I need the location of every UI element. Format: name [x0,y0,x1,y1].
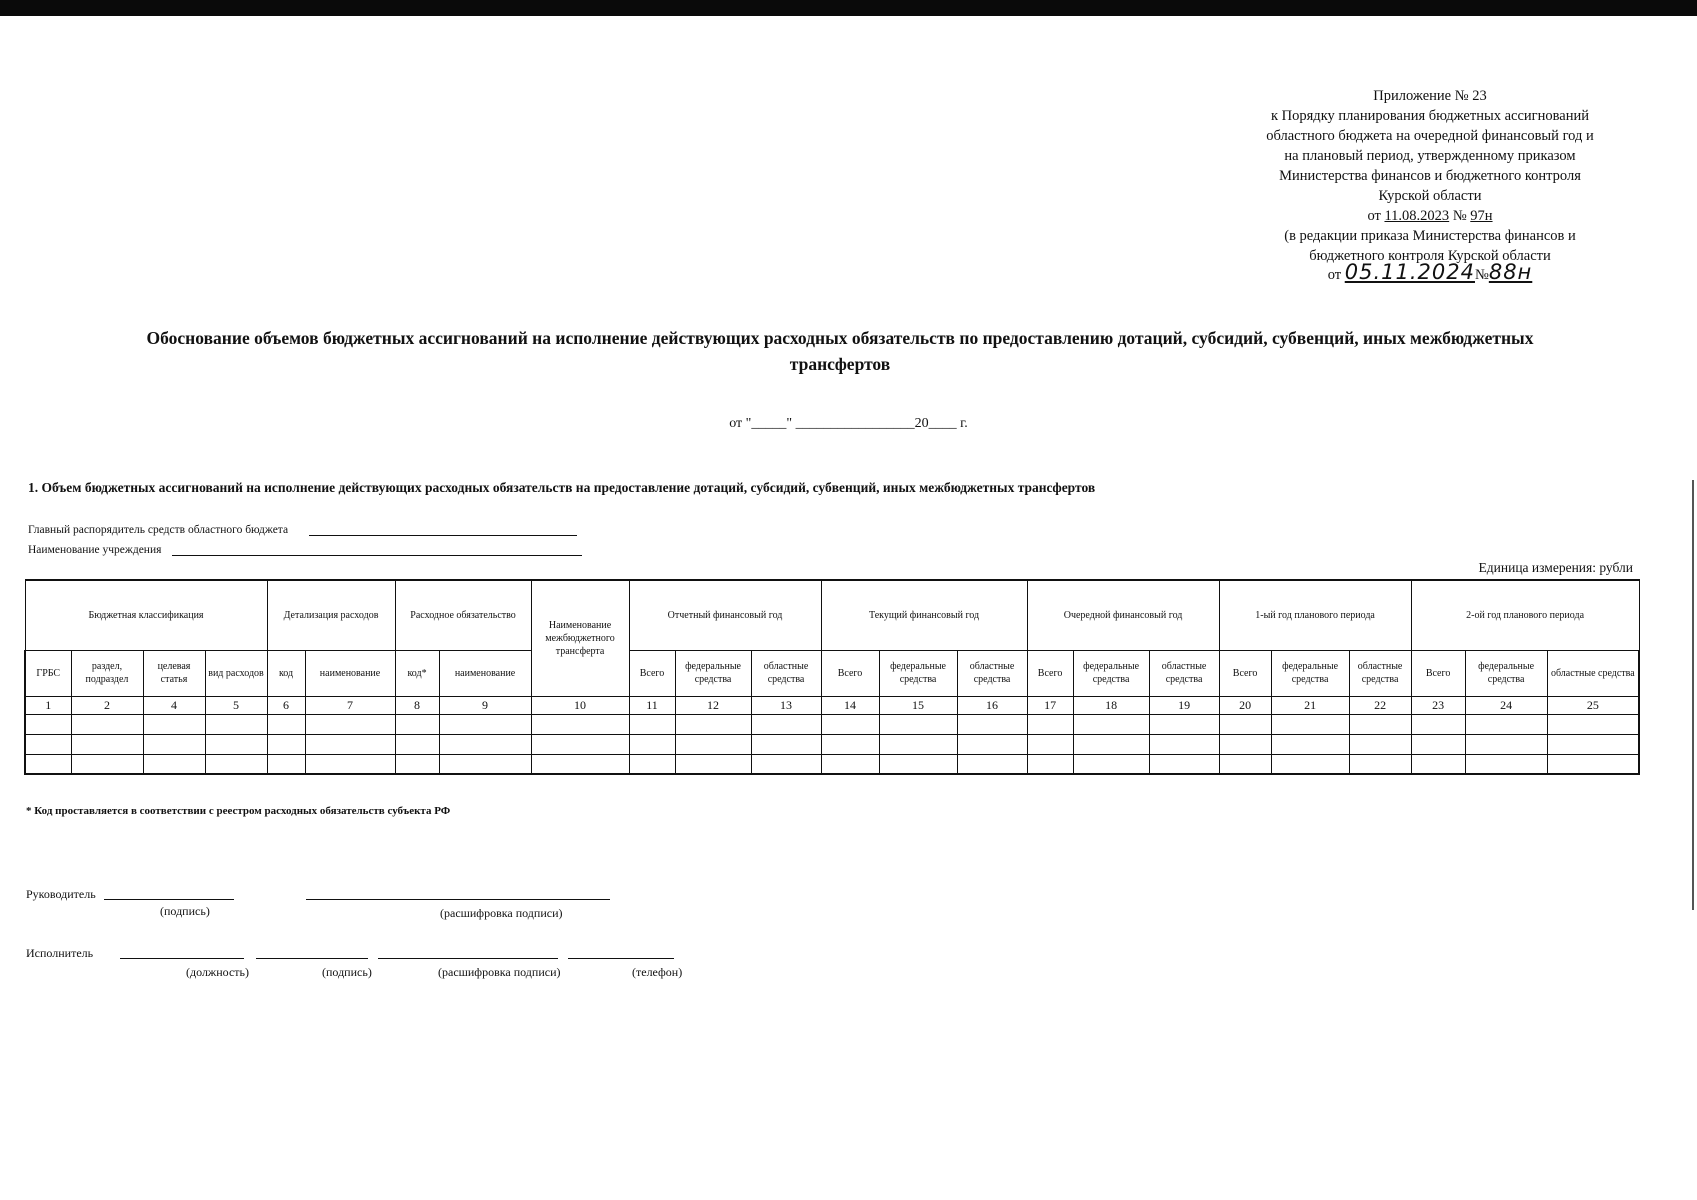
appendix-header [1222,86,1638,285]
column-number-cell: 1 [25,696,71,714]
table-cell[interactable] [821,714,879,734]
table-cell[interactable] [1547,754,1639,774]
table-sub-header-row [25,650,1639,696]
table-cell[interactable] [1349,734,1411,754]
table-cell[interactable] [305,734,395,754]
header-next-year: Очередной финансовый год [1027,580,1219,650]
amendment-number-handwritten: 88н [1488,260,1533,284]
header-expense-detail: Детализация расходов [267,580,395,650]
table-cell[interactable] [1465,714,1547,734]
institution-label: Наименование учреждения [28,544,162,556]
institution-input-line[interactable] [172,544,582,556]
table-cell[interactable] [71,714,143,734]
scan-top-border [0,0,1697,16]
table-cell[interactable] [1073,714,1149,734]
table-cell[interactable] [821,734,879,754]
table-cell[interactable] [205,734,267,754]
subheader-code: код [267,650,305,696]
subheader-name: наименование [305,650,395,696]
table-column-number-row [25,696,1639,714]
appendix-order-line [1222,206,1638,226]
table-cell[interactable] [879,754,957,774]
table-cell[interactable] [143,734,205,754]
table-cell[interactable] [267,734,305,754]
table-cell[interactable] [629,714,675,734]
header-obligation: Расходное обязательство [395,580,531,650]
table-cell[interactable] [751,734,821,754]
table-cell[interactable] [1411,754,1465,774]
column-number-cell: 20 [1219,696,1271,714]
table-cell[interactable] [1271,754,1349,774]
table-cell[interactable] [675,714,751,734]
table-cell[interactable] [629,734,675,754]
table-cell[interactable] [1271,734,1349,754]
column-number-cell: 11 [629,696,675,714]
table-cell[interactable] [1073,754,1149,774]
table-cell[interactable] [1465,734,1547,754]
column-number-cell: 8 [395,696,439,714]
budget-table [24,579,1640,775]
header-plan-year-1: 1-ый год планового периода [1219,580,1411,650]
column-number-cell: 16 [957,696,1027,714]
header-budget-classification: Бюджетная классификация [25,580,267,650]
table-cell[interactable] [439,714,531,734]
subheader-federal: федеральные средства [1465,650,1547,696]
unit-of-measure: Единица измерения: рубли [1478,560,1633,575]
table-cell[interactable] [629,754,675,774]
table-cell[interactable] [751,714,821,734]
head-label: Руководитель [26,887,96,901]
grbs-field [28,524,577,536]
table-cell[interactable] [1349,714,1411,734]
table-cell[interactable] [531,754,629,774]
table-cell[interactable] [821,754,879,774]
appendix-line: Приложение № 23 [1373,88,1487,104]
column-number-cell: 13 [751,696,821,714]
subheader-target: целевая статья [143,650,205,696]
subheader-section: раздел, подраздел [71,650,143,696]
table-cell[interactable] [267,754,305,774]
table-cell[interactable] [395,734,439,754]
amendment-number-sign: № [1474,267,1489,283]
order-number: 97н [1470,208,1493,224]
executor-label: Исполнитель [26,946,94,960]
table-cell[interactable] [1073,734,1149,754]
executor-position-caption: (должность) [186,965,249,979]
table-cell[interactable] [1271,714,1349,734]
table-row [25,714,1639,734]
column-number-cell: 25 [1547,696,1639,714]
table-cell[interactable] [439,734,531,754]
head-sign-caption: (подпись) [160,904,210,918]
appendix-line: (в редакции приказа Министерства финансов и [1284,228,1576,244]
table-row [25,734,1639,754]
subheader-total: Всего [1219,650,1271,696]
subheader-federal: федеральные средства [879,650,957,696]
column-number-cell: 18 [1073,696,1149,714]
document-title [40,325,1640,377]
subheader-regional: областные средства [751,650,821,696]
column-number-cell: 22 [1349,696,1411,714]
column-number-cell: 21 [1271,696,1349,714]
table-cell[interactable] [267,714,305,734]
section-title: 1. Объем бюджетных ассигнований на исполнение действующих расходных обязательств на предоставление дотаций, субсидий, субвенций, иных межбюджетных трансфертов [28,480,1096,495]
table-cell[interactable] [143,754,205,774]
executor-sign-caption: (подпись) [322,965,372,979]
table-row [25,754,1639,774]
executor-phone-caption: (телефон) [632,965,683,979]
table-cell[interactable] [531,714,629,734]
table-group-header-row [25,580,1639,650]
subheader-regional: областные средства [1547,650,1639,696]
appendix-line: к Порядку планирования бюджетных ассигнований [1271,108,1589,124]
table-cell[interactable] [1465,754,1547,774]
title-line: трансфертов [789,354,891,374]
subheader-federal: федеральные средства [675,650,751,696]
table-cell[interactable] [751,754,821,774]
document-date-line: от "_____" _________________20____ г. [729,416,968,431]
grbs-label: Главный распорядитель средств областного бюджета [28,524,289,536]
table-cell[interactable] [957,754,1027,774]
table-cell[interactable] [879,734,957,754]
amendment-date-handwritten: 05.11.2024 [1344,260,1475,284]
executor-phone-line[interactable] [568,958,674,959]
institution-field [28,544,582,556]
subheader-total: Всего [1027,650,1073,696]
table-cell[interactable] [1149,734,1219,754]
column-number-cell: 2 [71,696,143,714]
subheader-federal: федеральные средства [1073,650,1149,696]
appendix-line: на плановый период, утвержденному приказом [1284,148,1576,164]
table-cell[interactable] [71,734,143,754]
subheader-kind: вид расходов [205,650,267,696]
table-cell[interactable] [205,754,267,774]
table-cell[interactable] [205,714,267,734]
appendix-line: Министерства финансов и бюджетного контроля [1279,168,1581,184]
table-cell[interactable] [1027,714,1073,734]
executor-decode-line[interactable] [378,958,558,959]
head-signature-line[interactable] [104,899,234,900]
subheader-obligation-name: наименование [439,650,531,696]
grbs-input-line[interactable] [309,524,577,536]
header-plan-year-2: 2-ой год планового периода [1411,580,1639,650]
appendix-line: областного бюджета на очередной финансовый год и [1266,128,1594,144]
subheader-regional: областные средства [1149,650,1219,696]
executor-position-line[interactable] [120,958,244,959]
table-footnote: * Код проставляется в соответствии с реестром расходных обязательств субъекта РФ [26,805,451,817]
executor-signature-line[interactable] [256,958,368,959]
column-number-cell: 14 [821,696,879,714]
head-decode-line[interactable] [306,899,610,900]
table-cell[interactable] [25,734,71,754]
table-cell[interactable] [1349,754,1411,774]
subheader-total: Всего [1411,650,1465,696]
subheader-federal: федеральные средства [1271,650,1349,696]
order-date: 11.08.2023 [1384,208,1450,224]
table-cell[interactable] [25,714,71,734]
header-current-year: Текущий финансовый год [821,580,1027,650]
table-cell[interactable] [1411,714,1465,734]
scan-right-edge [1692,480,1694,910]
table-cell[interactable] [25,754,71,774]
column-number-cell: 17 [1027,696,1073,714]
table-cell[interactable] [879,714,957,734]
table-cell[interactable] [1219,754,1271,774]
table-cell[interactable] [1149,754,1219,774]
amendment-prefix: от [1327,267,1345,283]
table-cell[interactable] [1149,714,1219,734]
table-cell[interactable] [1027,734,1073,754]
appendix-line: Курской области [1378,188,1482,204]
header-transfer-name: Наименование межбюджетного трансферта [531,580,629,696]
table-cell[interactable] [71,754,143,774]
head-decode-caption: (расшифровка подписи) [440,906,563,920]
subheader-grbs: ГРБС [25,650,71,696]
table-cell[interactable] [1219,734,1271,754]
amendment-order-line [1222,262,1638,285]
appendix-line: бюджетного контроля Курской области [1309,248,1551,264]
table-cell[interactable] [531,734,629,754]
table-cell[interactable] [1411,734,1465,754]
order-number-sign: № [1449,208,1471,224]
table-cell[interactable] [675,754,751,774]
column-number-cell: 6 [267,696,305,714]
column-number-cell: 4 [143,696,205,714]
order-prefix: от [1367,208,1385,224]
column-number-cell: 5 [205,696,267,714]
table-cell[interactable] [395,714,439,734]
column-number-cell: 7 [305,696,395,714]
title-line: Обоснование объемов бюджетных ассигнований на исполнение действующих расходных обязательств по предоставлению дотаций, субсидий, субвенций, иных межбюджетных [146,328,1534,348]
table-cell[interactable] [305,714,395,734]
column-number-cell: 19 [1149,696,1219,714]
executor-decode-caption: (расшифровка подписи) [438,965,561,979]
subheader-regional: областные средства [957,650,1027,696]
table-cell[interactable] [1027,754,1073,774]
column-number-cell: 9 [439,696,531,714]
subheader-obligation-code: код* [395,650,439,696]
table-cell[interactable] [439,754,531,774]
table-cell[interactable] [395,754,439,774]
table-cell[interactable] [1547,714,1639,734]
subheader-total: Всего [821,650,879,696]
subheader-total: Всего [629,650,675,696]
column-number-cell: 15 [879,696,957,714]
table-cell[interactable] [1547,734,1639,754]
table-cell[interactable] [957,714,1027,734]
table-cell[interactable] [957,734,1027,754]
column-number-cell: 23 [1411,696,1465,714]
subheader-regional: областные средства [1349,650,1411,696]
table-cell[interactable] [1219,714,1271,734]
header-reporting-year: Отчетный финансовый год [629,580,821,650]
column-number-cell: 10 [531,696,629,714]
table-cell[interactable] [305,754,395,774]
table-cell[interactable] [143,714,205,734]
table-cell[interactable] [675,734,751,754]
column-number-cell: 12 [675,696,751,714]
column-number-cell: 24 [1465,696,1547,714]
